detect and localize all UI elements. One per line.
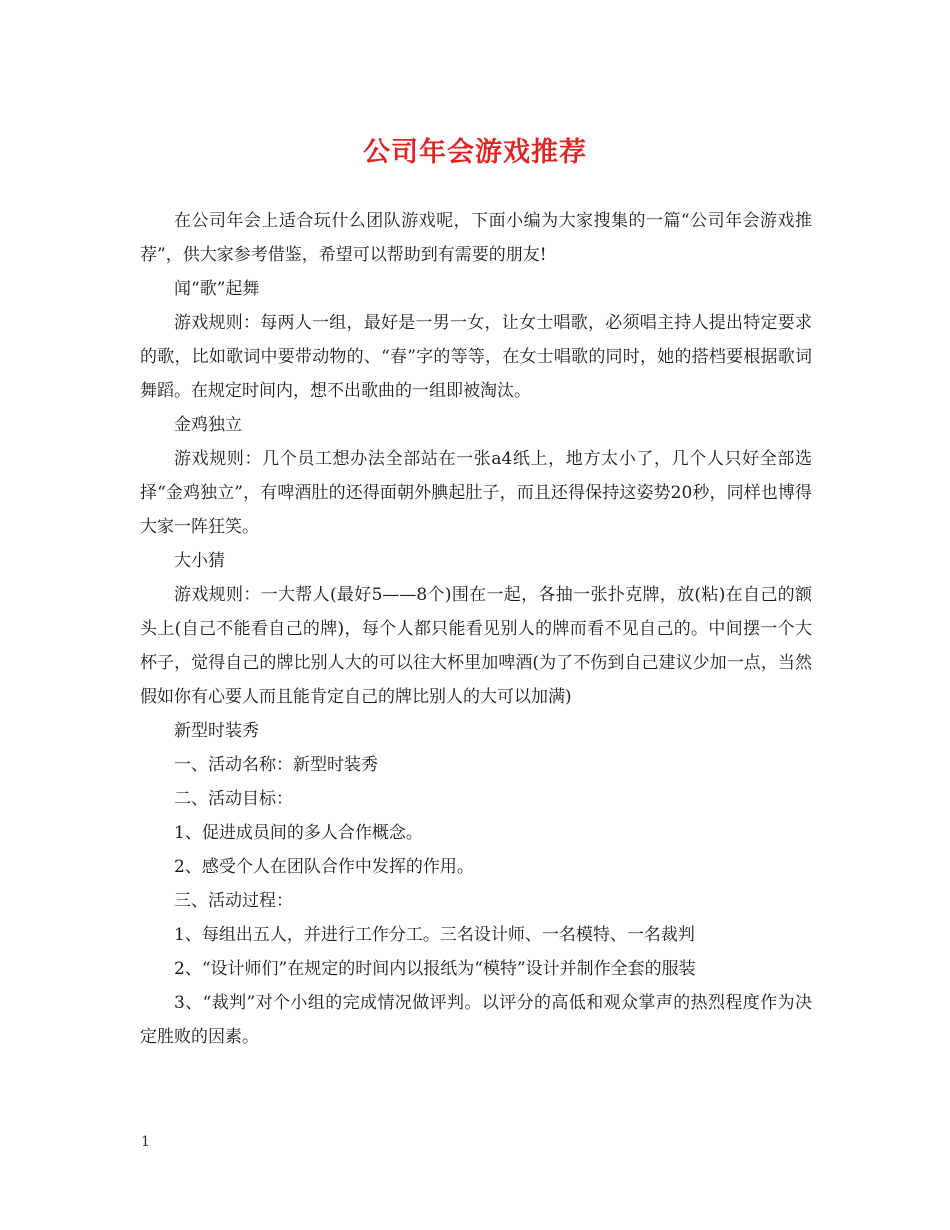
section-heading: 新型时装秀: [174, 721, 259, 741]
rule-paragraph: 游戏规则：每两人一组，最好是一男一女，让女士唱歌，必须唱主持人提出特定要求的歌，比如歌词中要带动物的、“春”字的等等，在女士唱歌的同时，她的搭档要根据歌词舞蹈。在规定时间内，想不出歌曲的一组即被淘汰。: [140, 313, 812, 401]
list-item: 2、“设计师们”在规定的时间内以报纸为“模特”设计并制作全套的服装: [174, 959, 696, 979]
page-number: 1: [141, 1134, 150, 1150]
list-item: 一、活动名称：新型时装秀: [174, 755, 378, 775]
rule-paragraph: 游戏规则：几个员工想办法全部站在一张a4纸上，地方太小了，几个人只好全部选择“金鸡独立”，有啤酒肚的还得面朝外腆起肚子，而且还得保持这姿势20秒，同样也博得大家一阵狂笑。: [140, 449, 812, 537]
document-body: [140, 204, 812, 1054]
section-heading: 闻“歌”起舞: [174, 279, 260, 299]
intro-paragraph: 在公司年会上适合玩什么团队游戏呢，下面小编为大家搜集的一篇“公司年会游戏推荐”，供大家参考借鉴，希望可以帮助到有需要的朋友!: [140, 211, 812, 265]
rule-paragraph: 游戏规则：一大帮人(最好5——8个)围在一起，各抽一张扑克牌，放(粘)在自己的额头上(自己不能看自己的牌)，每个人都只能看见别人的牌而看不见自己的。中间摆一个大杯子，觉得自己的牌比别人大的可以往大杯里加啤酒(为了不伤到自己建议少加一点，当然假如你有心要人而且能肯定自己的牌比别人的大可以加满): [140, 585, 812, 707]
section-heading: 金鸡独立: [174, 415, 242, 435]
list-item: 2、感受个人在团队合作中发挥的作用。: [174, 857, 474, 877]
list-item: 二、活动目标：: [174, 789, 293, 809]
list-item: 1、每组出五人，并进行工作分工。三名设计师、一名模特、一名裁判: [174, 925, 695, 945]
section-heading: 大小猜: [174, 551, 225, 571]
document-title: 公司年会游戏推荐: [363, 137, 587, 168]
list-item: 3、“裁判”对个小组的完成情况做评判。以评分的高低和观众掌声的热烈程度作为决定胜败的因素。: [140, 993, 812, 1047]
list-item: 三、活动过程：: [174, 891, 293, 911]
list-item: 1、促进成员间的多人合作概念。: [174, 823, 423, 843]
